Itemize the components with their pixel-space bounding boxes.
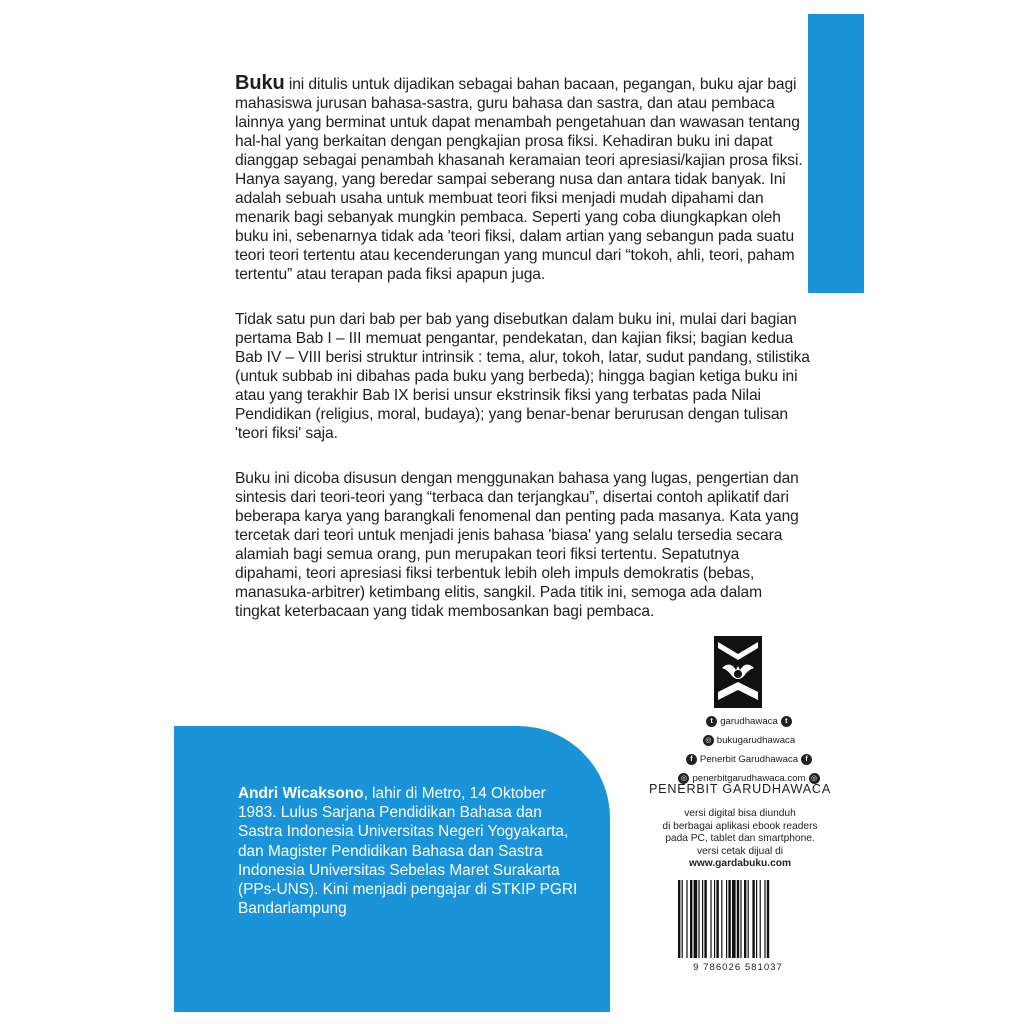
web-icon: ◎ <box>678 773 689 784</box>
twitter-icon: t <box>781 716 792 727</box>
note-line-4: versi cetak dijual di <box>696 845 784 857</box>
twitter-icon: t <box>706 716 717 727</box>
top-accent-bar <box>808 14 864 293</box>
note-line-2: di berbagai aplikasi ebook readers <box>662 820 818 832</box>
garudhawaca-logo-icon <box>714 636 762 708</box>
social-links <box>640 712 858 788</box>
blurb-paragraph-3: Buku ini dicoba disusun dengan menggunakan bahasa yang lugas, pengertian dan sintesis dari teori-teori yang “terbaca dan terjangkau”, disertai contoh aplikatif dari beberapa karya yang barangkali fenomenal dan penting pada masanya. Kata yang tercetak dari teori untuk menjadi jenis bahasa 'biasa' yang selalu tersedia secara alamiah bagi semua orang, pun merupakan teori fiksi tertentu. Sepatutnya dipahami, teori apresiasi fiksi terbentuk lebih oleh impuls demokratis (bebas, manasuka-arbitrer) ketimbang elitis, sangkil. Pada titik ini, semoga ada dalam tingkat keterbacaan yang tidak membosankan bagi pembaca. <box>235 470 799 620</box>
note-line-3: pada PC, tablet dan smartphone. <box>665 833 815 844</box>
web-address: penerbitgarudhawaca.com <box>692 773 806 784</box>
facebook-page: Penerbit Garudhawaca <box>699 754 799 765</box>
facebook-icon: f <box>686 754 697 765</box>
blurb-paragraph-1-text: ini ditulis untuk dijadikan sebagai bahan bacaan, pegangan, buku ajar bagi mahasiswa jurusan bahasa-sastra, guru bahasa dan sastra, dan atau pembaca lainnya yang berminat untuk dapat menambah pengetahuan dan wawasan tentang hal-hal yang berkaitan dengan pengkajian prosa fiksi. Kehadiran buku ini dapat dianggap sebagai penambah khasanah keramaian teori apresiasi/kajian prosa fiksi. Hanya sayang, yang beredar sampai seberang nusa dan antara tidak banyak. Ini adalah sebuah usaha untuk membuat teori fiksi menjadi mudah dipahami dan menarik bagi sebanyak mungkin pembaca. Seperti yang coba diungkapkan oleh buku ini, sebenarnya tidak ada 'teori fiksi, dalam artian yang sebangun pada suatu teori teori tertentu atau kecenderungan yang muncul dari “tokoh, ahli, teori, paham tertentu” atau terapan pada fiksi apapun juga. <box>235 76 803 283</box>
digital-note <box>620 808 860 871</box>
instagram-icon: ◎ <box>703 735 714 746</box>
author-panel <box>174 726 610 1012</box>
social-row-instagram[interactable] <box>640 731 858 750</box>
isbn-number: 9 786026 581037 <box>693 962 783 973</box>
author-name: Andri Wicaksono <box>238 785 364 802</box>
web-icon: ◎ <box>809 773 820 784</box>
social-row-twitter[interactable] <box>640 712 858 731</box>
store-website-link[interactable]: www.gardabuku.com <box>688 858 792 869</box>
blurb-lead-word: Buku <box>235 72 285 94</box>
blurb-paragraph-2: Tidak satu pun dari bab per bab yang disebutkan dalam buku ini, mulai dari bagian pertama Bab I – III memuat pengantar, pendekatan, dan kajian fiksi; bagian kedua Bab IV – VIII berisi struktur intrinsik : tema, alur, tokoh, latar, sudut pandang, stilistika (untuk subbab ini dibahas pada buku yang berbeda); hingga bagian ketiga buku ini atau yang terakhir Bab IX berisi unsur ekstrinsik fiksi yang terbatas pada Nilai Pendidikan (religius, moral, budaya); yang benar-benar berurusan dengan tulisan 'teori fiksi' saja. <box>235 311 810 442</box>
author-bio <box>238 784 588 918</box>
note-line-1: versi digital bisa diunduh <box>684 808 796 819</box>
instagram-handle: bukugarudhawaca <box>716 735 796 746</box>
social-row-facebook[interactable] <box>640 750 858 769</box>
facebook-icon: f <box>801 754 812 765</box>
author-bio-text: , lahir di Metro, 14 Oktober 1983. Lulus Sarjana Pendidikan Bahasa dan Sastra Indonesia Universitas Negeri Yogyakarta, dan Magister Pendidikan Bahasa dan Sastra Indonesia Universitas Sebelas Maret Surakarta (PPs-UNS). Kini menjadi pengajar di STKIP PGRI Bandarlampung <box>238 785 578 918</box>
barcode <box>676 880 800 958</box>
blurb-paragraph-1 <box>235 74 810 284</box>
publisher-name: PENERBIT GARUDHAWACA <box>648 782 832 796</box>
back-cover-blurb <box>235 74 810 647</box>
twitter-handle: garudhawaca <box>720 716 778 727</box>
